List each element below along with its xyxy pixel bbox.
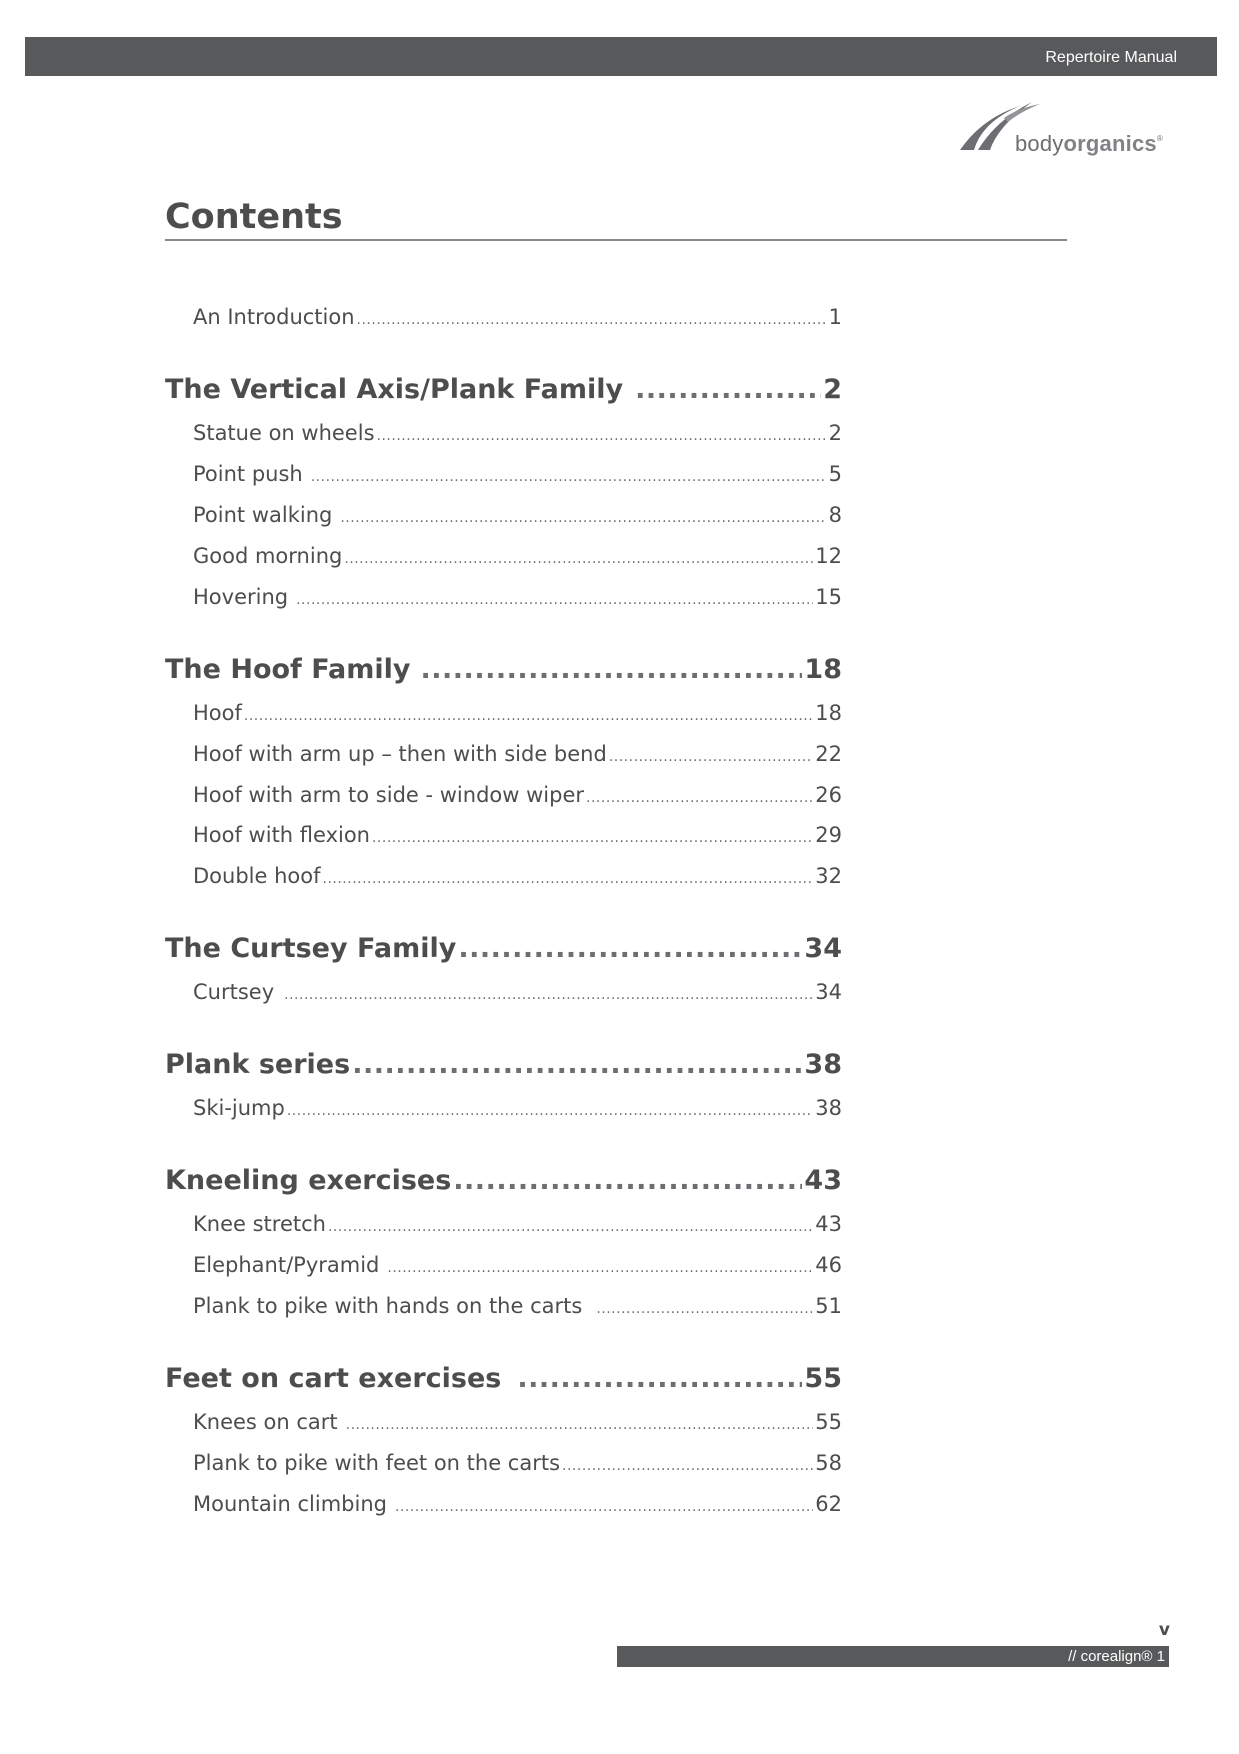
toc-dot-leader (421, 654, 803, 685)
toc-entry[interactable] (193, 585, 842, 609)
toc-entry-label: Curtsey (193, 980, 275, 1004)
toc-entry-page: 58 (815, 1451, 842, 1475)
toc-dot-leader (287, 1103, 813, 1119)
toc-entry[interactable] (193, 421, 842, 445)
toc-entry-page: 2 (828, 421, 842, 445)
toc-entry-page: 1 (828, 305, 842, 329)
toc-entry-page: 62 (815, 1492, 842, 1516)
toc-entry-label: Plank to pike with hands on the carts (193, 1294, 583, 1318)
toc-dot-leader (372, 830, 813, 846)
toc-entry-page: 29 (815, 823, 842, 847)
toc-dot-leader (609, 749, 813, 765)
toc-section-page: 2 (823, 374, 842, 405)
toc-entry[interactable] (193, 462, 842, 486)
toc-section-vertical-axis[interactable] (165, 374, 842, 405)
toc-entry-page: 46 (815, 1253, 842, 1277)
toc-entry-label: Hoof (193, 701, 242, 725)
page-number: v (1158, 1620, 1170, 1640)
toc-section-page: 43 (804, 1165, 842, 1196)
page-title: Contents (165, 197, 343, 237)
toc-dot-leader (517, 1363, 802, 1394)
toc-dot-leader (387, 1260, 813, 1276)
toc-entry-label: Hoof with arm up – then with side bend (193, 742, 607, 766)
toc-dot-leader (311, 469, 827, 485)
toc-entry-page: 22 (815, 742, 842, 766)
toc-entry-label: Knees on cart (193, 1410, 338, 1434)
toc-entry[interactable] (193, 1253, 842, 1277)
body-organics-logo (960, 100, 1170, 156)
toc-entry[interactable] (193, 823, 842, 847)
toc-dot-leader (377, 428, 827, 444)
toc-entry[interactable] (193, 1451, 842, 1475)
logo-wordmark (1015, 126, 1163, 157)
toc-entry-label: Hovering (193, 585, 289, 609)
toc-entry-label: Double hoof (193, 864, 321, 888)
toc-section-title: Plank series (165, 1049, 351, 1080)
toc-dot-leader (586, 790, 813, 806)
toc-dot-leader (352, 1049, 802, 1080)
toc-section-title: The Curtsey Family (165, 933, 457, 964)
toc-entry-page: 55 (815, 1410, 842, 1434)
toc-dot-leader (323, 871, 814, 887)
toc-entry[interactable] (193, 1410, 842, 1434)
toc-dot-leader (346, 1417, 814, 1433)
logo-text-bold: organics (1063, 131, 1157, 156)
toc-entry-label: Plank to pike with feet on the carts (193, 1451, 561, 1475)
toc-entry-label: Ski-jump (193, 1096, 285, 1120)
toc-dot-leader (453, 1165, 802, 1196)
toc-entry-page: 8 (828, 503, 842, 527)
toc-dot-leader (596, 1301, 813, 1317)
toc-entry-label: Good morning (193, 544, 343, 568)
toc-entry-label: Knee stretch (193, 1212, 326, 1236)
toc-section-curtsey[interactable] (165, 933, 842, 964)
toc-entry-label: Point walking (193, 503, 333, 527)
logo-text-light: body (1015, 131, 1064, 156)
logo-registered-mark: ® (1156, 134, 1163, 143)
toc-entry-label: Hoof with arm to side - window wiper (193, 783, 585, 807)
toc-section-plank-series[interactable] (165, 1049, 842, 1080)
toc-section-title: Feet on cart exercises (165, 1363, 502, 1394)
footer-bar (617, 1646, 1169, 1667)
toc-section-page: 55 (804, 1363, 842, 1394)
toc-entry-label: Point push (193, 462, 303, 486)
toc-dot-leader (328, 1219, 813, 1235)
toc-section-page: 18 (804, 654, 842, 685)
toc-entry-page: 43 (815, 1212, 842, 1236)
toc-section-hoof[interactable] (165, 654, 842, 685)
toc-dot-leader (344, 551, 813, 567)
toc-entry-page: 26 (815, 783, 842, 807)
toc-entry-label: Hoof with flexion (193, 823, 370, 847)
toc-dot-leader (395, 1499, 813, 1515)
toc-dot-leader (284, 987, 813, 1003)
toc-entry[interactable] (193, 701, 842, 725)
toc-entry-label: Statue on wheels (193, 421, 375, 445)
toc-entry[interactable] (193, 783, 842, 807)
toc-entry-page: 38 (815, 1096, 842, 1120)
toc-entry[interactable] (193, 503, 842, 527)
header-title: Repertoire Manual (1045, 49, 1177, 66)
toc-section-title: The Vertical Axis/Plank Family (165, 374, 624, 405)
toc-dot-leader (562, 1458, 813, 1474)
toc-dot-leader (296, 592, 813, 608)
toc-entry[interactable] (193, 1096, 842, 1120)
toc-entry-page: 18 (815, 701, 842, 725)
toc-entry-label: Mountain climbing (193, 1492, 387, 1516)
toc-dot-leader (635, 374, 821, 405)
toc-entry[interactable] (193, 544, 842, 568)
toc-entry[interactable] (193, 864, 842, 888)
title-divider (165, 239, 1067, 241)
header-bar (25, 37, 1217, 76)
toc-entry-page: 12 (815, 544, 842, 568)
footer-text: // corealign® 1 (1068, 1648, 1165, 1665)
toc-entry[interactable] (193, 1492, 842, 1516)
toc-section-kneeling[interactable] (165, 1165, 842, 1196)
toc-entry[interactable] (193, 1212, 842, 1236)
toc-dot-leader (340, 510, 826, 526)
toc-entry-page: 34 (815, 980, 842, 1004)
toc-entry-page: 15 (815, 585, 842, 609)
toc-entry-page: 51 (815, 1294, 842, 1318)
toc-entry-page: 5 (828, 462, 842, 486)
toc-section-title: Kneeling exercises (165, 1165, 452, 1196)
toc-entry-introduction[interactable] (193, 305, 842, 329)
toc-dot-leader (357, 312, 827, 328)
toc-entry[interactable] (193, 1294, 842, 1318)
toc-entry-label: Elephant/Pyramid (193, 1253, 380, 1277)
toc-section-page: 38 (804, 1049, 842, 1080)
toc-section-page: 34 (804, 933, 842, 964)
toc-entry-page: 32 (815, 864, 842, 888)
toc-entry[interactable] (193, 980, 842, 1004)
toc-dot-leader (244, 708, 813, 724)
toc-entry[interactable] (193, 742, 842, 766)
toc-dot-leader (458, 933, 802, 964)
toc-section-title: The Hoof Family (165, 654, 411, 685)
toc-entry-label: An Introduction (193, 305, 355, 329)
toc-section-feet-on-cart[interactable] (165, 1363, 842, 1394)
